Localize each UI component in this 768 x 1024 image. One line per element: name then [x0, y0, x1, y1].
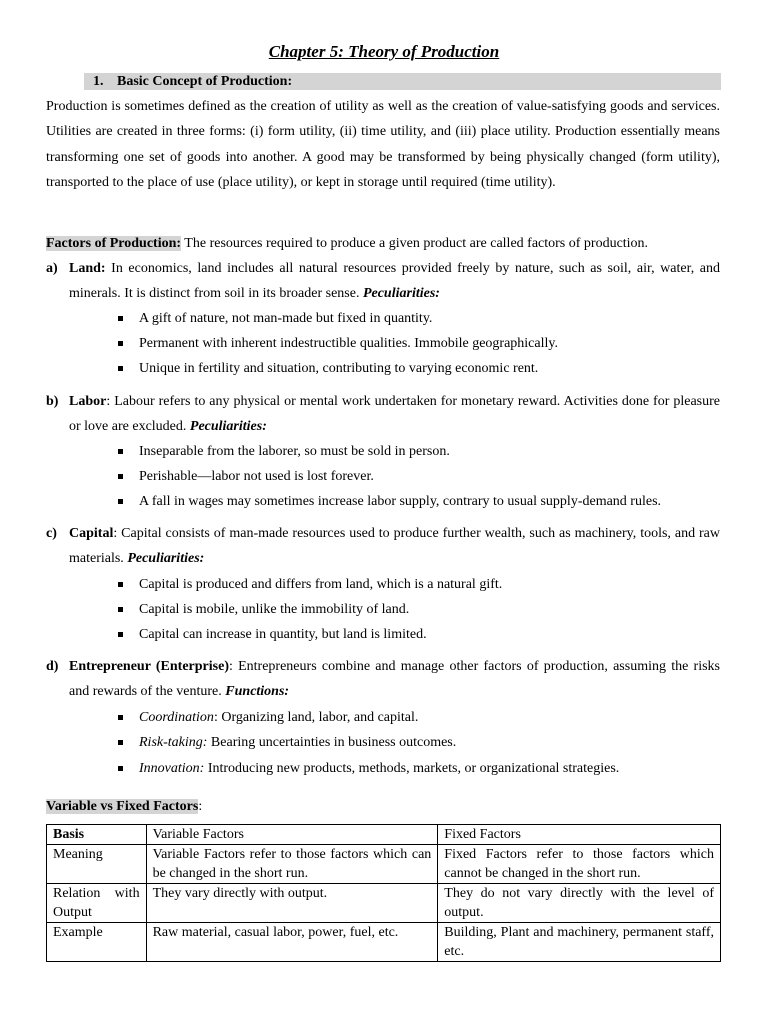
- variable-fixed-heading: [46, 797, 202, 817]
- heading-colon: :: [198, 799, 203, 814]
- factors-label: Factors of Production:: [46, 236, 182, 251]
- bullet-text: Unique in fertility and situation, contributing to varying economic rent.: [139, 361, 539, 376]
- item-name: Capital: [69, 526, 114, 541]
- bullet-square-icon: [118, 499, 123, 504]
- bullet-text: A fall in wages may sometimes increase labor supply, contrary to usual supply-demand rules.: [139, 494, 662, 509]
- item-tag: Peculiarities:: [127, 551, 205, 567]
- table-cell: Fixed Factors refer to those factors which cannot be changed in the short run.: [438, 845, 721, 884]
- bullet-square-icon: [118, 607, 123, 612]
- factor-item-land: [46, 256, 720, 307]
- bullet-square-icon: [118, 766, 123, 771]
- bullet-item: [118, 705, 722, 730]
- table-cell: Relation with Output: [47, 884, 147, 923]
- bullet-square-icon: [118, 632, 123, 637]
- item-tag: Functions:: [225, 684, 290, 700]
- intro-paragraph: Production is sometimes defined as the creation of utility as well as the creation of value-satisfying goods and services. Utilities are created in three forms: (i) form utility, (ii) time utility, and (iii) place utility. Production essentially means transforming one set of goods into another. A good may be transformed by being physically changed (form utility), transported to the place of use (place utility), or kept in storage until required (time utility).: [46, 99, 720, 190]
- bullet-item: [118, 756, 722, 781]
- bullet-square-icon: [118, 449, 123, 454]
- item-letter: d): [46, 659, 59, 674]
- bullet-item: [118, 331, 722, 356]
- table-header-cell: Basis: [47, 825, 147, 845]
- variable-fixed-label: Variable vs Fixed Factors: [46, 799, 199, 814]
- bullet-square-icon: [118, 474, 123, 479]
- bullet-text: Perishable—labor not used is lost forever.: [139, 469, 374, 484]
- item-tag: Peculiarities:: [189, 419, 267, 435]
- table-cell: Building, Plant and machinery, permanent staff, etc.: [438, 923, 721, 962]
- bullet-text: Permanent with inherent indestructible qualities. Immobile geographically.: [139, 336, 558, 351]
- table-cell: Example: [47, 923, 147, 962]
- bullet-square-icon: [118, 366, 123, 371]
- bullet-text: Capital can increase in quantity, but land is limited.: [139, 627, 427, 642]
- item-text: : Labour refers to any physical or mental work undertaken for monetary reward. Activities done for pleasure or love are excluded.: [69, 394, 720, 435]
- table-header-row: [47, 825, 721, 845]
- bullet-item: [118, 306, 722, 331]
- bullet-item: [118, 439, 722, 464]
- table-row: [47, 845, 721, 884]
- item-letter: c): [46, 526, 57, 541]
- bullet-square-icon: [118, 316, 123, 321]
- bullet-term: Coordination: [139, 710, 214, 725]
- item-tag: Peculiarities:: [362, 286, 440, 302]
- item-name: Entrepreneur (Enterprise): [69, 659, 229, 674]
- table-cell: Meaning: [47, 845, 147, 884]
- item-letter: b): [46, 394, 59, 409]
- factors-text: The resources required to produce a given product are called factors of production.: [181, 236, 649, 251]
- item-letter: a): [46, 261, 58, 276]
- factors-paragraph: [46, 231, 720, 256]
- item-body: [69, 256, 720, 307]
- table-row: [47, 923, 721, 962]
- factor-item-entrepreneur: [46, 654, 720, 705]
- chapter-title: Chapter 5: Theory of Production: [268, 42, 500, 61]
- comparison-table: [46, 824, 721, 962]
- bullet-text: Inseparable from the laborer, so must be sold in person.: [139, 444, 450, 459]
- bullet-square-icon: [118, 715, 123, 720]
- bullet-term: Innovation:: [139, 761, 205, 776]
- bullet-item: [118, 464, 722, 489]
- bullet-text: Capital is produced and differs from land, which is a natural gift.: [139, 577, 503, 592]
- bullet-square-icon: [118, 740, 123, 745]
- bullet-rest: : Organizing land, labor, and capital.: [213, 710, 419, 725]
- section-heading-text: Basic Concept of Production:: [117, 74, 293, 89]
- bullet-square-icon: [118, 582, 123, 587]
- bullet-item: [118, 489, 722, 514]
- section-number: 1.: [93, 74, 104, 89]
- bullet-text: A gift of nature, not man-made but fixed in quantity.: [139, 311, 433, 326]
- bullet-rest: Bearing uncertainties in business outcomes.: [207, 735, 457, 750]
- bullet-square-icon: [118, 341, 123, 346]
- item-text: In economics, land includes all natural resources provided freely by nature, such as soil, air, water, and minerals. It is distinct from soil in its broader sense.: [69, 261, 720, 302]
- bullet-text: [139, 735, 456, 750]
- table-cell: Raw material, casual labor, power, fuel, etc.: [146, 923, 438, 962]
- bullet-term: Risk-taking:: [139, 735, 208, 750]
- bullet-text: Capital is mobile, unlike the immobility of land.: [139, 602, 410, 617]
- table-cell: They vary directly with output.: [146, 884, 438, 923]
- bullet-item: [118, 597, 722, 622]
- table-cell: Variable Factors refer to those factors which can be changed in the short run.: [146, 845, 438, 884]
- bullet-rest: Introducing new products, methods, markets, or organizational strategies.: [204, 761, 620, 776]
- item-text: : Capital consists of man-made resources used to produce further wealth, such as machinery, tools, and raw materials.: [69, 526, 720, 567]
- table-header-cell: Variable Factors: [146, 825, 438, 845]
- bullet-text: [139, 710, 418, 725]
- bullet-text: [139, 761, 619, 776]
- table-header-cell: Fixed Factors: [438, 825, 721, 845]
- item-text: : Entrepreneurs combine and manage other factors of production, assuming the risks and rewards of the venture.: [69, 659, 720, 700]
- item-body: [69, 654, 720, 705]
- item-body: [69, 389, 720, 440]
- item-name: Labor: [69, 394, 107, 409]
- table-row: [47, 884, 721, 923]
- bullet-item: [118, 572, 722, 597]
- bullet-item: [118, 730, 722, 755]
- item-body: [69, 521, 720, 572]
- bullet-item: [118, 356, 722, 381]
- factor-item-capital: [46, 521, 720, 572]
- bullet-item: [118, 622, 722, 647]
- item-name: Land:: [69, 261, 106, 276]
- section-heading-basic-concept: [84, 73, 721, 90]
- table-cell: They do not vary directly with the level of output.: [438, 884, 721, 923]
- factor-item-labor: [46, 389, 720, 440]
